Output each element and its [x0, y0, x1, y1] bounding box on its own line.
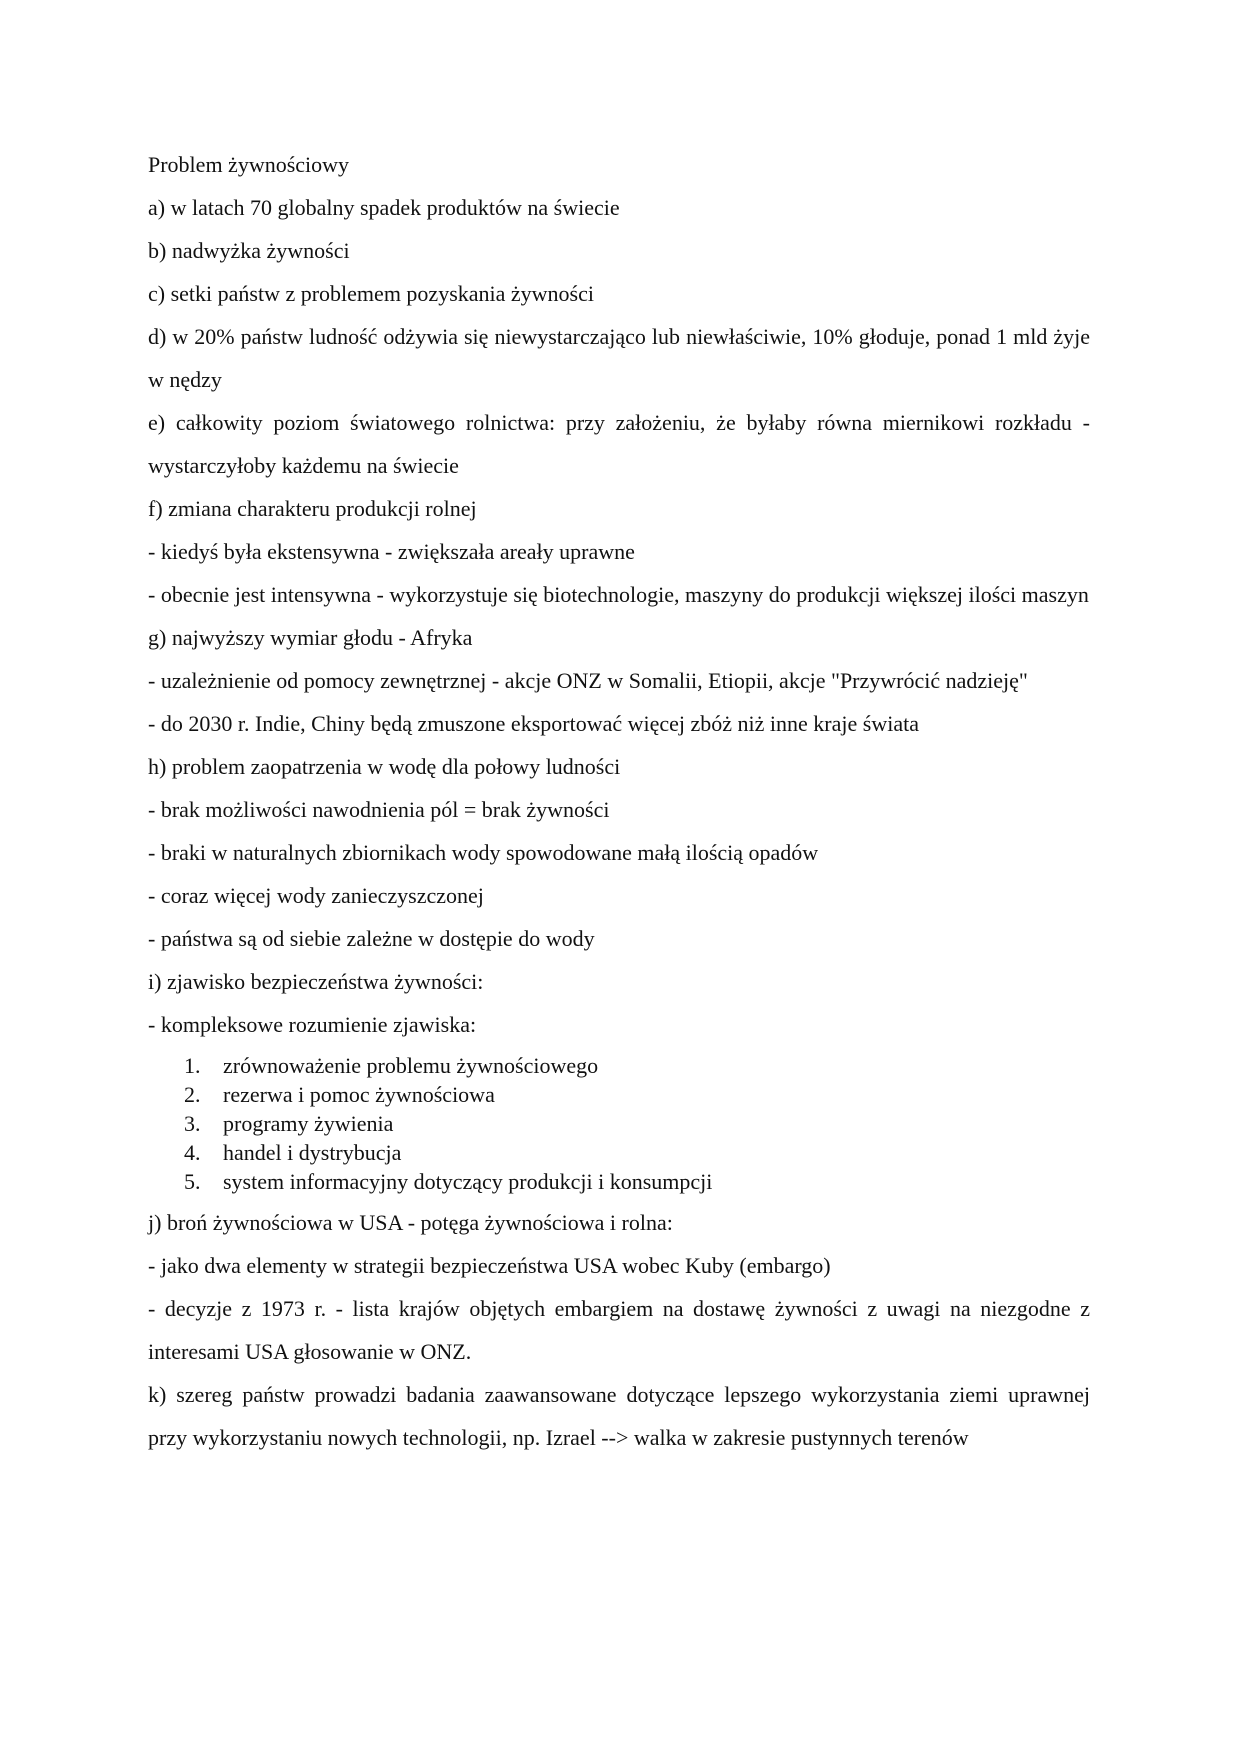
list-item-number: 4.: [184, 1140, 201, 1165]
list-item-number: 3.: [184, 1111, 201, 1136]
list-item: [148, 1109, 1090, 1138]
paragraph-h: h) problem zaopatrzenia w wodę dla połowy ludności: [148, 754, 621, 779]
paragraph-j-bullet-2: - decyzje z 1973 r. - lista krajów objętych embargiem na dostawę żywności z uwagi na niezgodne z interesami USA głosowanie w ONZ.: [148, 1296, 1090, 1364]
paragraph-g: g) najwyższy wymiar głodu - Afryka: [148, 625, 473, 650]
list-item-text: programy żywienia: [223, 1111, 394, 1136]
paragraph-j: j) broń żywnościowa w USA - potęga żywnościowa i rolna:: [148, 1210, 673, 1235]
paragraph-k: k) szereg państw prowadzi badania zaawansowane dotyczące lepszego wykorzystania ziemi uprawnej przy wykorzystaniu nowych technologii, np. Izrael --> walka w zakresie pustynnych terenów: [148, 1382, 1090, 1450]
paragraph-f-bullet-1: - kiedyś była ekstensywna - zwiększała areały uprawne: [148, 539, 635, 564]
paragraph-b: b) nadwyżka żywności: [148, 238, 350, 263]
list-item: [148, 1080, 1090, 1109]
paragraph-j-bullet-1: - jako dwa elementy w strategii bezpieczeństwa USA wobec Kuby (embargo): [148, 1253, 831, 1278]
paragraph-c: c) setki państw z problemem pozyskania żywności: [148, 281, 594, 306]
paragraph-h-bullet-1: - brak możliwości nawodnienia pól = brak żywności: [148, 797, 610, 822]
list-item-number: 5.: [184, 1169, 201, 1194]
paragraph-d: d) w 20% państw ludność odżywia się niewystarczająco lub niewłaściwie, 10% głoduje, ponad 1 mld żyje w nędzy: [148, 324, 1090, 392]
paragraph-g-bullet-2: - do 2030 r. Indie, Chiny będą zmuszone eksportować więcej zbóż niż inne kraje świata: [148, 711, 919, 736]
paragraph-h-bullet-4: - państwa są od siebie zależne w dostępie do wody: [148, 926, 595, 951]
paragraph-f-bullet-2: - obecnie jest intensywna - wykorzystuje się biotechnologie, maszyny do produkcji większej ilości maszyn: [148, 582, 1089, 607]
numbered-list: [148, 1046, 1090, 1201]
paragraph-h-bullet-3: - coraz więcej wody zanieczyszczonej: [148, 883, 484, 908]
list-item-text: system informacyjny dotyczący produkcji i konsumpcji: [223, 1169, 713, 1194]
document-page: [148, 143, 1090, 1459]
list-item-text: handel i dystrybucja: [223, 1140, 402, 1165]
paragraph-h-bullet-2: - braki w naturalnych zbiornikach wody spowodowane małą ilością opadów: [148, 840, 819, 865]
list-item-text: rezerwa i pomoc żywnościowa: [223, 1082, 495, 1107]
paragraph-i: i) zjawisko bezpieczeństwa żywności:: [148, 969, 484, 994]
list-item-number: 1.: [184, 1053, 201, 1078]
paragraph-e: e) całkowity poziom światowego rolnictwa: przy założeniu, że byłaby równa miernikowi rozkładu - wystarczyłoby każdemu na świecie: [148, 410, 1090, 478]
paragraph-f: f) zmiana charakteru produkcji rolnej: [148, 496, 477, 521]
paragraph-a: a) w latach 70 globalny spadek produktów na świecie: [148, 195, 620, 220]
document-title: Problem żywnościowy: [148, 152, 350, 177]
list-item: [148, 1138, 1090, 1167]
paragraph-i-bullet-1: - kompleksowe rozumienie zjawiska:: [148, 1012, 477, 1037]
list-item: [148, 1051, 1090, 1080]
list-item-number: 2.: [184, 1082, 201, 1107]
list-item-text: zrównoważenie problemu żywnościowego: [223, 1053, 599, 1078]
paragraph-g-bullet-1: - uzależnienie od pomocy zewnętrznej - akcje ONZ w Somalii, Etiopii, akcje "Przywrócić nadzieję": [148, 668, 1028, 693]
list-item: [148, 1167, 1090, 1196]
